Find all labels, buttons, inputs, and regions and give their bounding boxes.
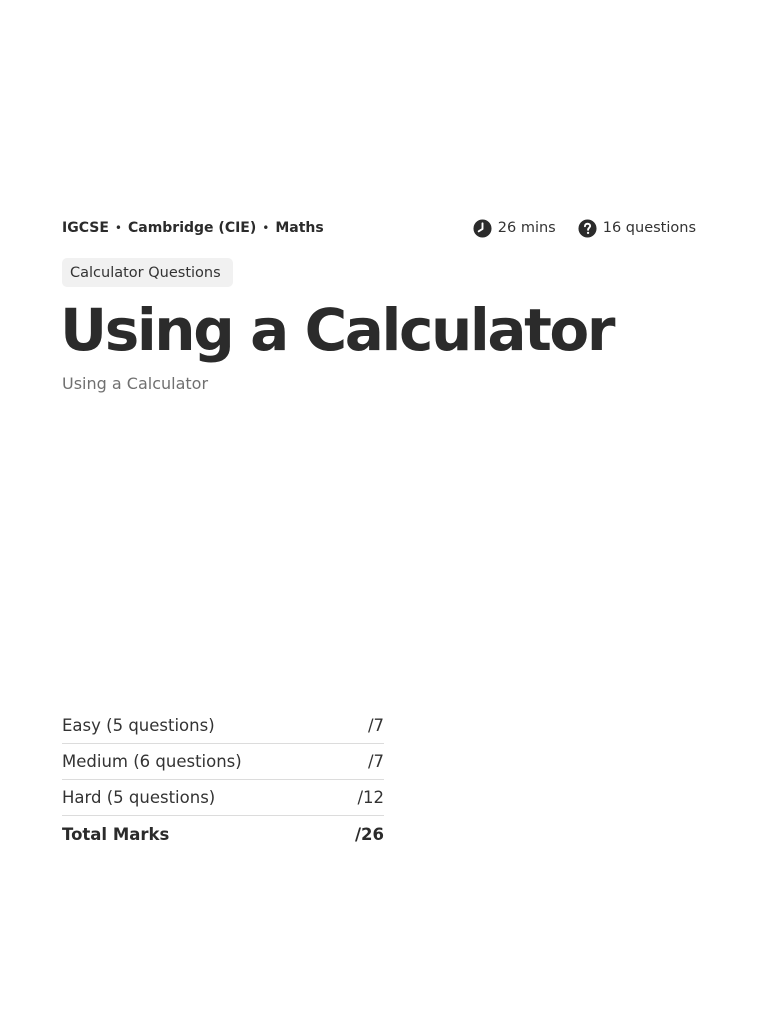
marks-row-value: /7	[367, 716, 384, 735]
header-row	[62, 216, 696, 240]
question-circle-icon	[578, 219, 597, 238]
marks-row-value: /12	[357, 788, 384, 807]
marks-row-easy	[62, 708, 384, 744]
topic-tag[interactable]	[62, 258, 233, 287]
marks-row-medium	[62, 744, 384, 780]
page-title: Using a Calculator	[60, 296, 614, 364]
marks-row-hard	[62, 780, 384, 816]
quiz-meta	[473, 219, 696, 238]
marks-table	[62, 708, 384, 852]
breadcrumb-separator: •	[114, 221, 122, 235]
breadcrumb-item-level[interactable]: IGCSE	[62, 220, 109, 236]
total-marks-label: Total Marks	[62, 824, 170, 844]
duration-text: 26 mins	[497, 220, 556, 236]
breadcrumb	[62, 220, 324, 236]
breadcrumb-separator: •	[262, 221, 270, 235]
marks-row-label: Hard (5 questions)	[62, 788, 216, 807]
breadcrumb-item-subject[interactable]: Maths	[275, 220, 324, 236]
marks-row-value: /7	[367, 752, 384, 771]
clock-icon	[473, 219, 492, 238]
marks-row-total	[62, 816, 384, 852]
page-subtitle: Using a Calculator	[62, 374, 209, 393]
topic-tag-label: Calculator Questions	[70, 264, 221, 281]
questions-count-text: 16 questions	[602, 220, 696, 236]
duration-meta	[473, 219, 556, 238]
breadcrumb-item-board[interactable]: Cambridge (CIE)	[127, 220, 257, 236]
questions-meta	[578, 219, 696, 238]
marks-row-label: Easy (5 questions)	[62, 716, 215, 735]
marks-row-label: Medium (6 questions)	[62, 752, 242, 771]
total-marks-value: /26	[355, 824, 384, 844]
